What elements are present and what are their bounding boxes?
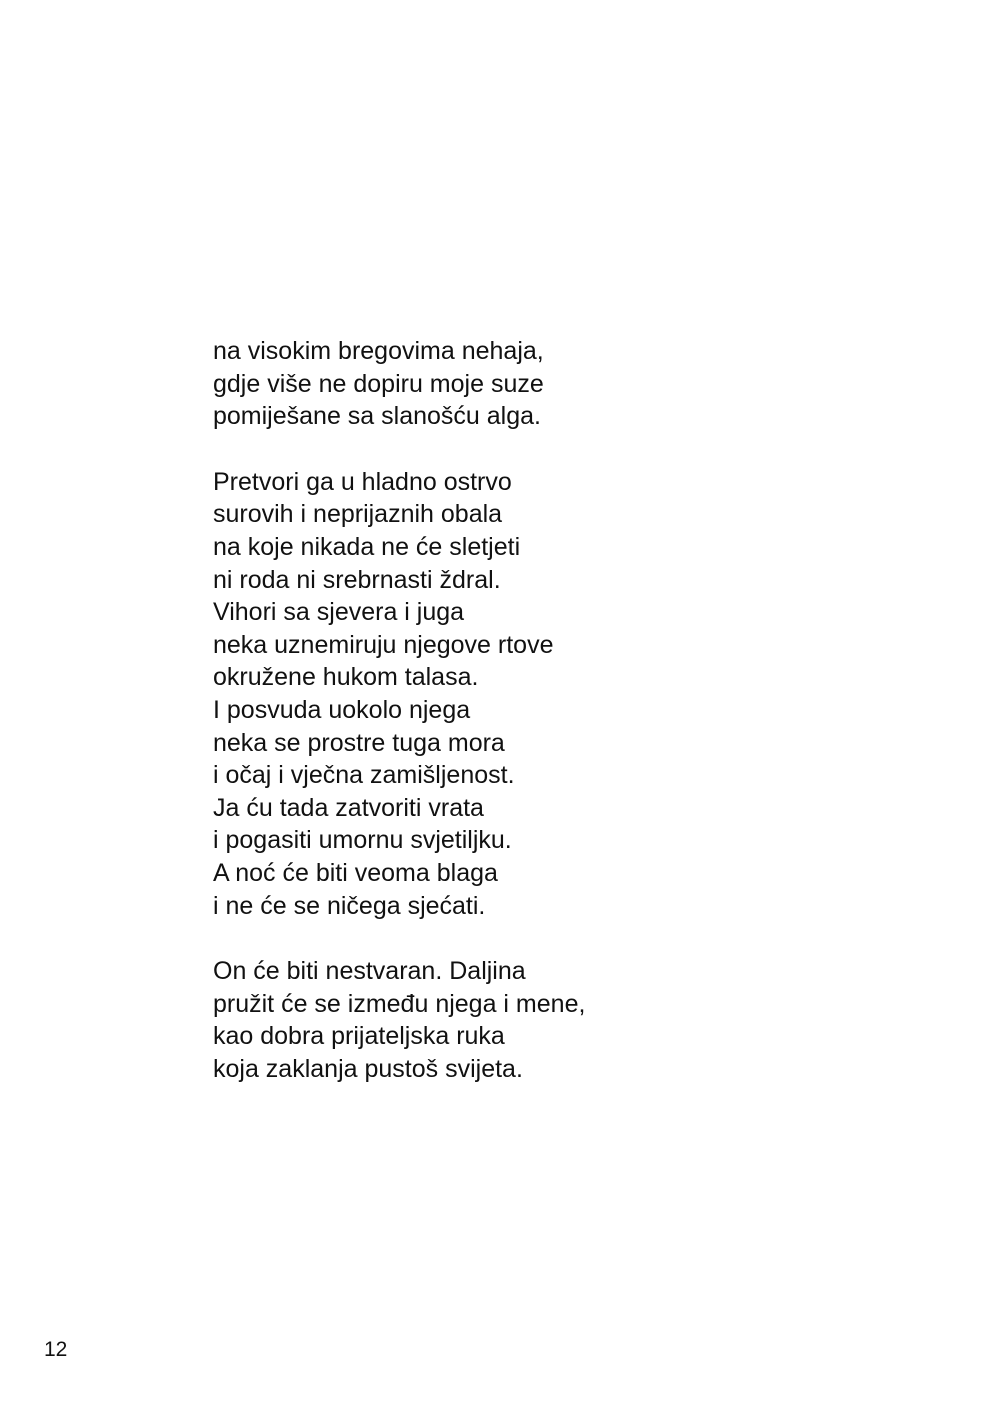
poem-line: pružit će se između njega i mene, <box>213 989 586 1018</box>
poem-line: na visokim bregovima nehaja, <box>213 337 544 365</box>
poem-line: I posvuda uokolo njega <box>213 695 471 724</box>
poem-line: ni roda ni srebrnasti ždral. <box>213 565 501 594</box>
poem-line: neka se prostre tuga mora <box>213 728 505 757</box>
poem-line: kao dobra prijateljska ruka <box>213 1022 505 1051</box>
stanza-3 <box>213 955 773 1085</box>
poem-line: On će biti nestvaran. Daljina <box>213 957 526 986</box>
stanza-1 <box>213 335 773 433</box>
poem-line: i očaj i vječna zamišljenost. <box>213 761 515 790</box>
poem-line: Ja ću tada zatvoriti vrata <box>213 793 484 822</box>
poem-line: na koje nikada ne će sletjeti <box>213 532 521 561</box>
poem-line: i ne će se ničega sjećati. <box>213 891 486 920</box>
poem-text <box>213 335 773 1118</box>
poem-line: koja zaklanja pustoš svijeta. <box>213 1054 523 1083</box>
poem-line: gdje više ne dopiru moje suze <box>213 369 544 398</box>
poem-line: surovih i neprijaznih obala <box>213 500 503 529</box>
poem-line: neka uznemiruju njegove rtove <box>213 630 554 659</box>
poem-line: i pogasiti umornu svjetiljku. <box>213 826 512 855</box>
stanza-2 <box>213 466 773 922</box>
poem-line: pomiješane sa slanošću alga. <box>213 402 541 431</box>
poem-line: A noć će biti veoma blaga <box>213 858 498 887</box>
poem-line: Vihori sa sjevera i juga <box>213 598 465 627</box>
poem-line: okružene hukom talasa. <box>213 663 479 692</box>
page-number: 12 <box>44 1338 68 1361</box>
poem-line: Pretvori ga u hladno ostrvo <box>213 467 512 496</box>
